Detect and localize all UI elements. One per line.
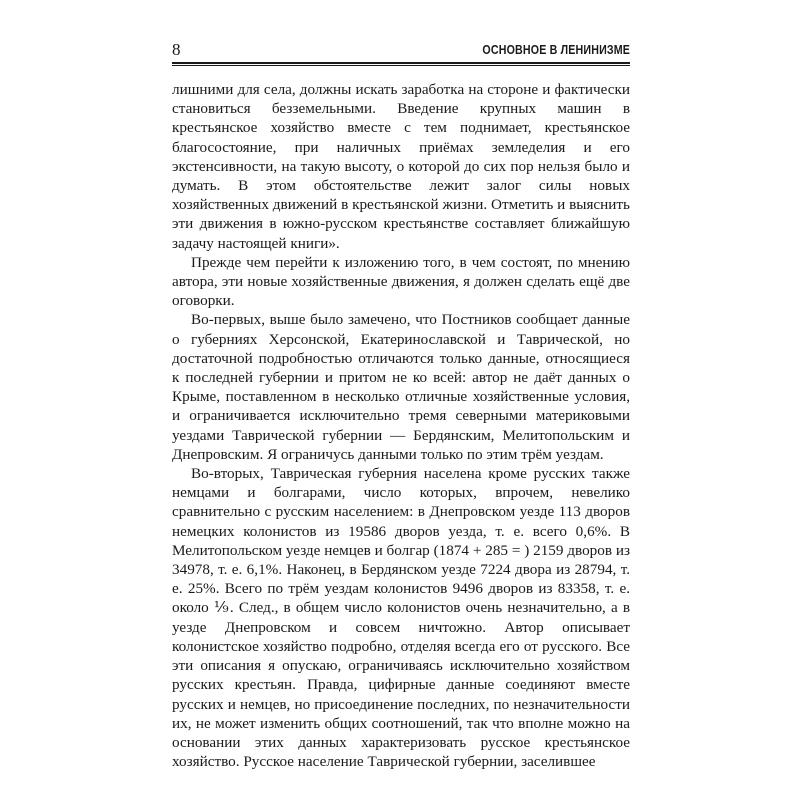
paragraph: Прежде чем перейти к изложению того, в чем состоят, по мнению автора, эти новые хозяйственные движения, я должен сделать ещё две оговорки. <box>172 253 630 310</box>
body-text <box>172 80 630 771</box>
book-page <box>172 40 630 780</box>
running-head: ОСНОВНОЕ В ЛЕНИНИЗМЕ <box>482 42 630 57</box>
page-number: 8 <box>172 40 181 59</box>
paragraph: Во-вторых, Таврическая губерния населена кроме русских также немцами и болгарами, число которых, впрочем, невелико сравнительно с русским населением: в Днепровском уезде 113 дворов немецких колонистов из 19586 дворов уезда, т. е. всего 0,6%. В Мелитопольском уезде немцев и болгар (1874 + 285 = ) 2159 дворов из 34978, т. е. 6,1%. Наконец, в Бердянском уезде 7224 двора из 28794, т. е. 25%. Всего по трём уездам колонистов 9496 дворов из 83358, т. е. около ⅑. След., в общем число колонистов очень незначительно, а в уезде Днепровском и совсем ничтожно. Автор описывает колонистское хозяйство подробно, отделяя всегда его от русского. Все эти описания я опускаю, ограничиваясь исключительно хозяйством русских крестьян. Правда, цифирные данные соединяют вместе русских и немцев, но присоединение последних, по незначительности их, не может изменить общих соотношений, так что вполне можно на основании этих данных характеризовать русское крестьянское хозяйство. Русское население Таврической губернии, заселившее <box>172 465 630 771</box>
paragraph: Во-первых, выше было замечено, что Постников сообщает данные о губерниях Херсонской, Екатеринославской и Таврической, но достаточной подробностью отличаются только данные, относящиеся к последней губернии и притом не ко всей: автор не даёт данных о Крыме, поставленном в несколько отличные хозяйственные условия, и ограничивается исключительно тремя северными материковыми уездами Таврической губернии — Бердянским, Мелитопольским и Днепровским. Я ограничусь данными только по этим трём уездам. <box>172 311 630 463</box>
header-rule <box>172 62 630 66</box>
page-header <box>172 40 630 64</box>
paragraph-continuation: лишними для села, должны искать заработка на стороне и фактически становиться безземельными. Введение крупных машин в крестьянское хозяйство вместе с тем поднимает, крестьянское благосостояние, при наличных приёмах земледелия и его экстенсивности, на такую высоту, о которой до сих пор нельзя было и думать. В этом обстоятельстве лежит залог силы новых хозяйственных движений в крестьянской жизни. Отметить и выяснить эти движения в южно-русском крестьянстве составляет ближайшую задачу настоящей книги». <box>172 81 630 252</box>
